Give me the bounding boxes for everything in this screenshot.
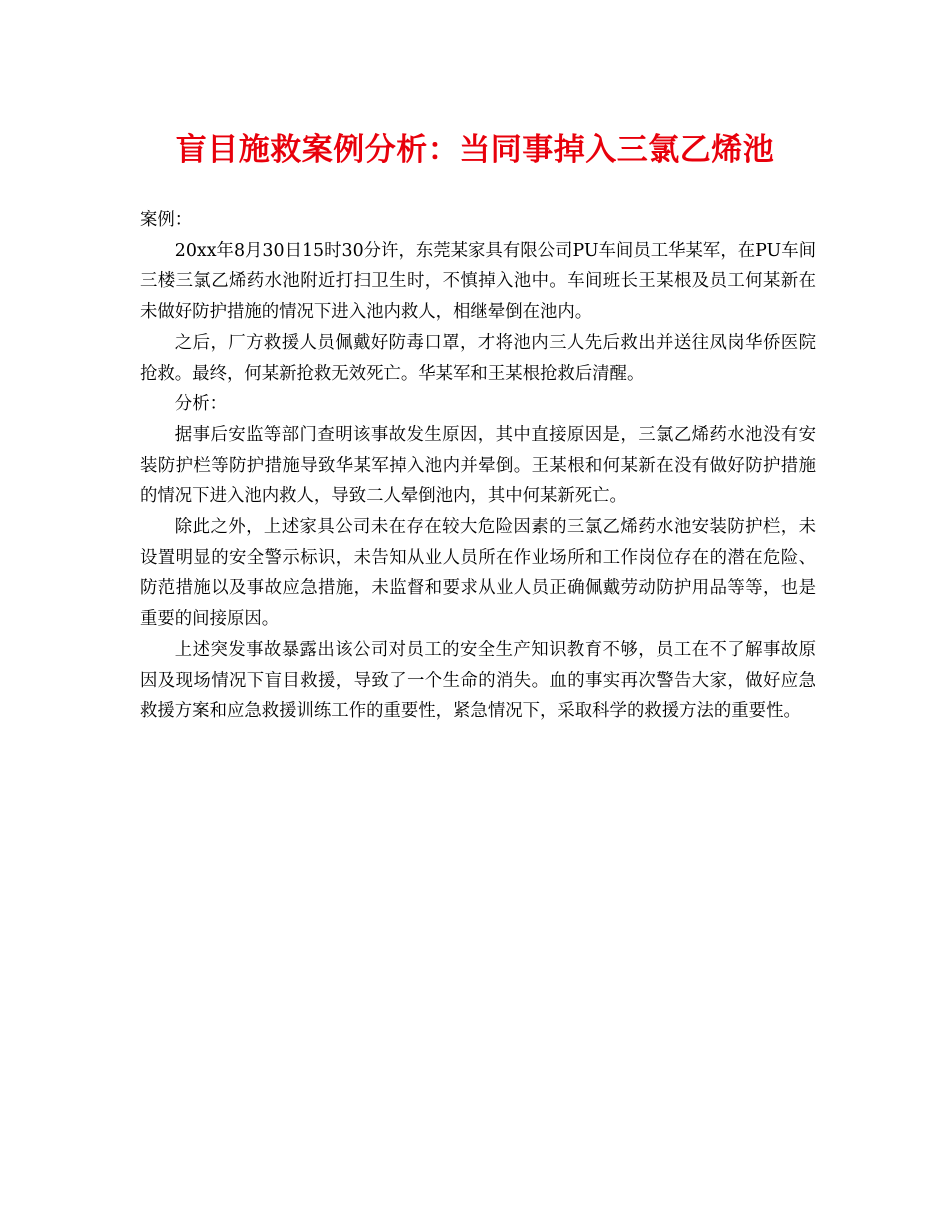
analysis-paragraph-direct-cause: 据事后安监等部门查明该事故发生原因，其中直接原因是，三氯乙烯药水池没有安装防护栏等防护措施导致华某军掉入池内并晕倒。王某根和何某新在没有做好防护措施的情况下进入池内救人，导致二人晕倒池内，其中何某新死亡。 (140, 424, 816, 507)
analysis-label: 分析： (174, 394, 227, 415)
analysis-paragraph-indirect-cause: 除此之外，上述家具公司未在存在较大危险因素的三氯乙烯药水池安装防护栏，未设置明显的安全警示标识，未告知从业人员所在作业场所和工作岗位存在的潜在危险、防范措施以及事故应急措施，未监督和要求从业人员正确佩戴劳动防护用品等等，也是重要的间接原因。 (140, 517, 816, 630)
case-paragraph-rescue: 之后，厂方救援人员佩戴好防毒口罩，才将池内三人先后救出并送往凤岗华侨医院抢救。最终，何某新抢救无效死亡。华某军和王某根抢救后清醒。 (140, 332, 816, 384)
case-paragraph-incident: 20xx年8月30日15时30分许，东莞某家具有限公司PU车间员工华某军，在PU车间三楼三氯乙烯药水池附近打扫卫生时，不慎掉入池中。车间班长王某根及员工何某新在未做好防护措施的情况下进入池内救人，相继晕倒在池内。 (140, 240, 816, 323)
document-title: 盲目施救案例分析：当同事掉入三氯乙烯池 (175, 132, 775, 168)
case-label: 案例： (140, 210, 193, 230)
document-body (140, 205, 816, 727)
analysis-paragraph-lesson: 上述突发事故暴露出该公司对员工的安全生产知识教育不够，员工在不了解事故原因及现场情况下盲目救援，导致了一个生命的消失。血的事实再次警告大家，做好应急救援方案和应急救援训练工作的重要性，紧急情况下，采取科学的救援方法的重要性。 (140, 639, 816, 722)
